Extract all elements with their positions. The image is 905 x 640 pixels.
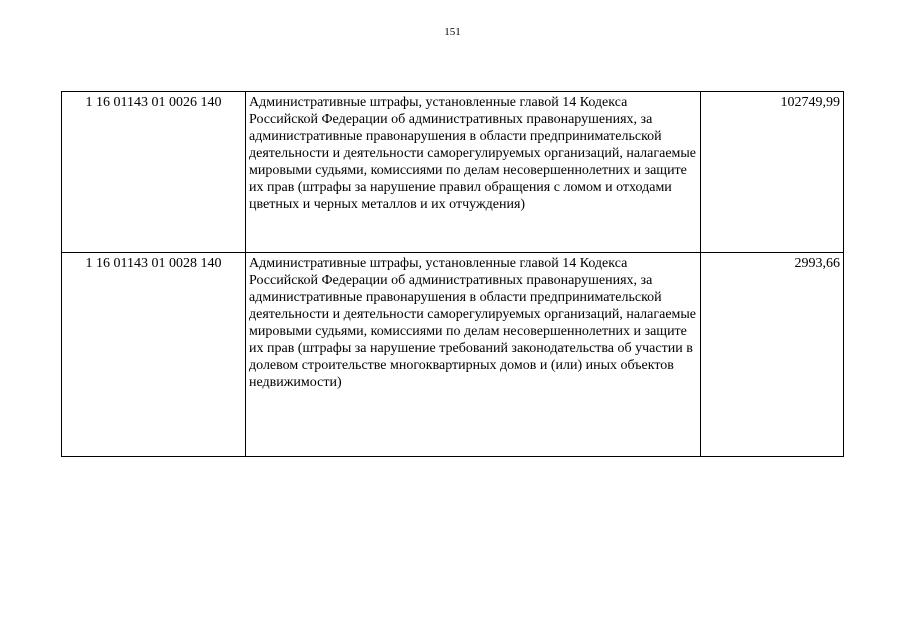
budget-classification-code: 1 16 01143 01 0028 140 [62, 253, 246, 457]
revenue-amount: 102749,99 [701, 92, 844, 253]
table-row [62, 253, 844, 457]
table-row [62, 92, 844, 253]
revenue-description: Административные штрафы, установленные главой 14 Кодекса Российской Федерации об административных правонарушениях, за административные правонарушения в области предпринимательской деятельности и деятельности саморегулируемых организаций, налагаемые мировыми судьями, комиссиями по делам несовершеннолетних и защите их прав (штрафы за нарушение правил обращения с ломом и отходами цветных и черных металлов и их отчуждения) [246, 92, 701, 253]
page-number: 151 [444, 26, 461, 38]
budget-classification-code: 1 16 01143 01 0026 140 [62, 92, 246, 253]
revenue-description: Административные штрафы, установленные главой 14 Кодекса Российской Федерации об административных правонарушениях, за административные правонарушения в области предпринимательской деятельности и деятельности саморегулируемых организаций, налагаемые мировыми судьями, комиссиями по делам несовершеннолетних и защите их прав (штрафы за нарушение требований законодательства об участии в долевом строительстве многоквартирных домов и (или) иных объектов недвижимости) [246, 253, 701, 457]
revenue-amount: 2993,66 [701, 253, 844, 457]
budget-revenue-table [61, 91, 844, 457]
